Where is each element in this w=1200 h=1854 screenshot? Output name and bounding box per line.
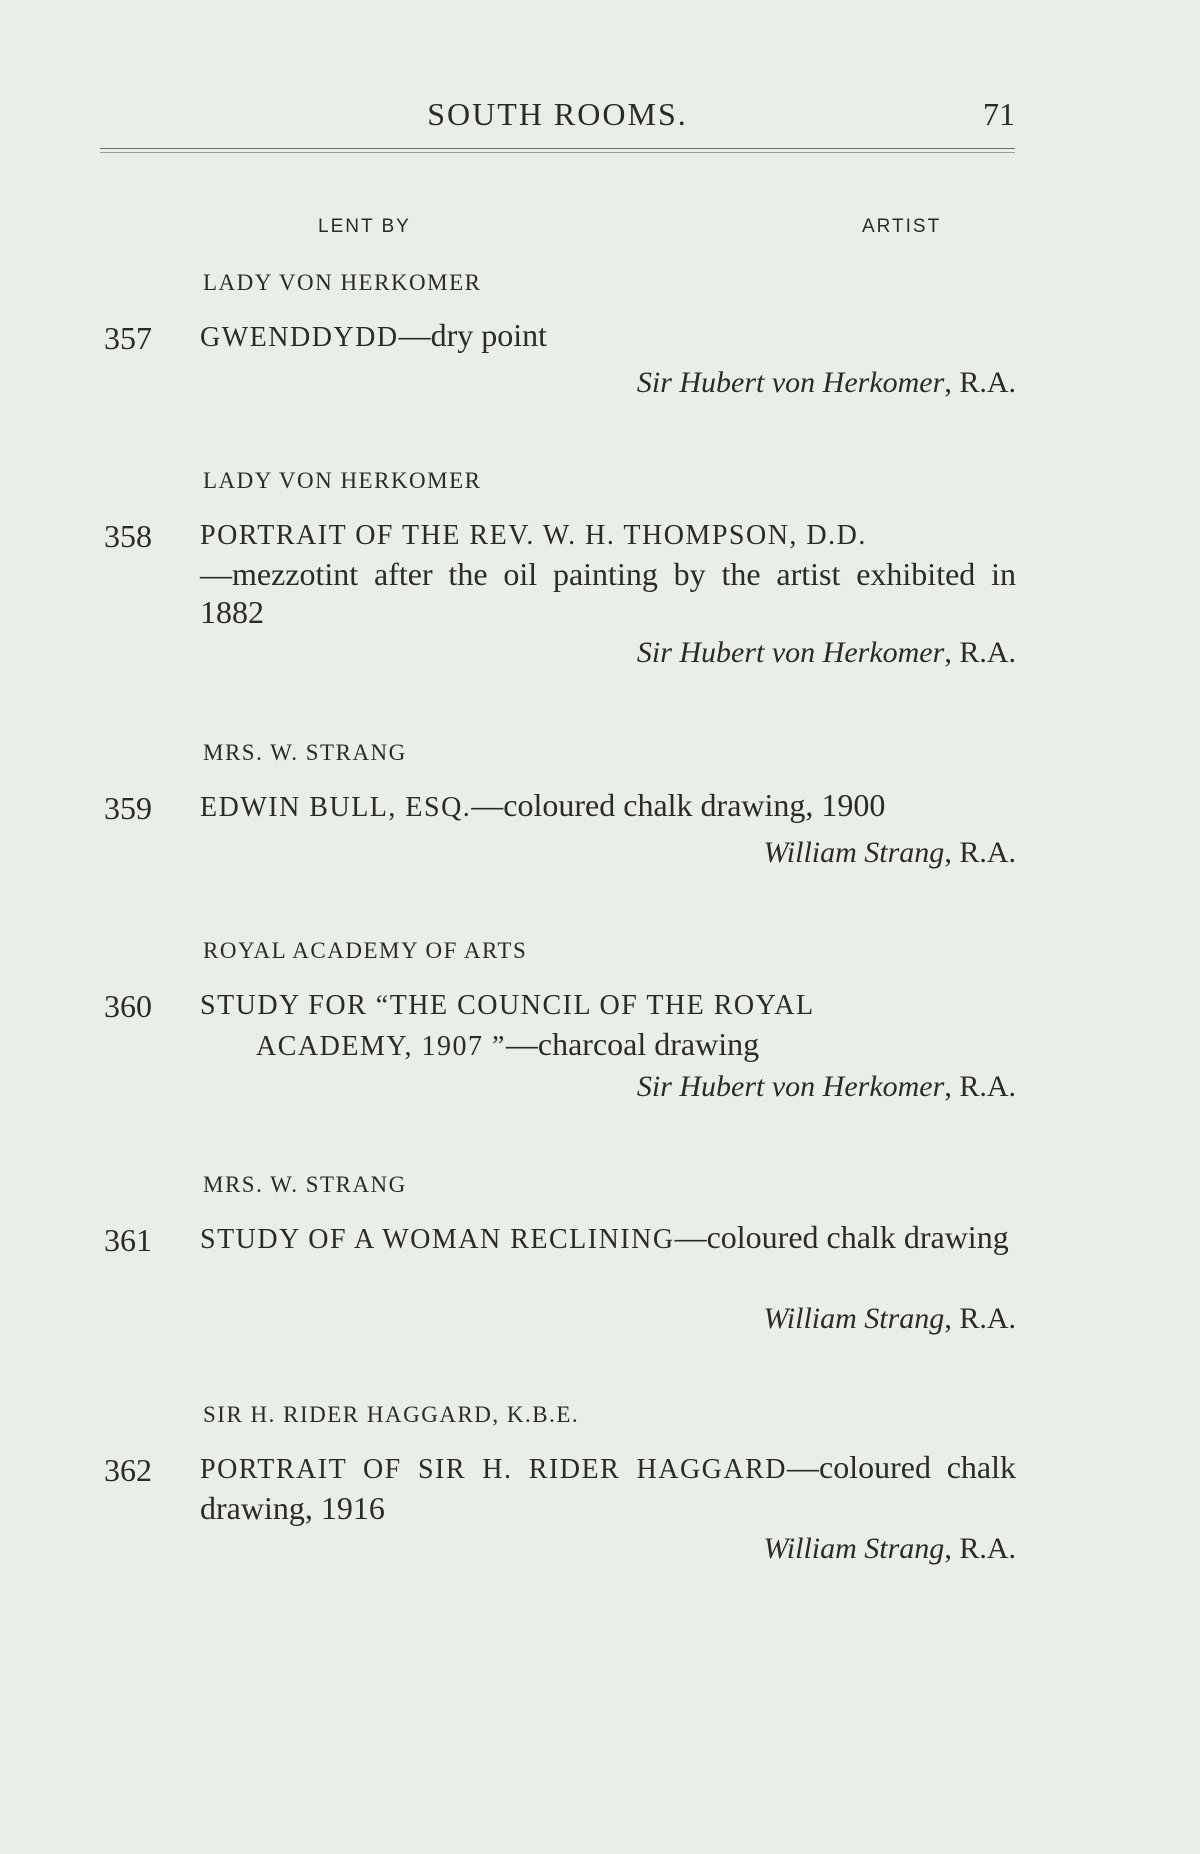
entry-description: [200, 514, 1016, 631]
lent-by-heading: LENT BY: [318, 216, 411, 237]
artist-name: Sir Hubert von Herkomer: [636, 636, 945, 669]
entry-number: 357: [104, 320, 152, 356]
entry-description: [200, 984, 1016, 1066]
artist-suffix: , R.A.: [944, 836, 1016, 869]
entry-artist: [763, 1532, 1016, 1566]
entry-description: [200, 1448, 1016, 1527]
lender: LADY VON HERKOMER: [203, 468, 482, 493]
entry-number: 360: [104, 988, 152, 1024]
entry-number: 361: [104, 1222, 152, 1258]
entry-medium: —charcoal drawing: [505, 1026, 760, 1062]
entry-artist: [763, 1302, 1016, 1336]
artist-name: William Strang: [763, 1532, 945, 1565]
entry-artist: [637, 366, 1016, 400]
lender: SIR H. RIDER HAGGARD, K.B.E.: [203, 1402, 580, 1427]
artist-name: William Strang: [763, 836, 945, 869]
artist-name: Sir Hubert von Herkomer: [636, 366, 945, 399]
artist-heading: ARTIST: [862, 216, 942, 237]
running-head: [100, 96, 1015, 136]
artist-suffix: , R.A.: [944, 1070, 1016, 1103]
entry-medium: —mezzotint after the oil painting by the artist exhibited in 1882: [200, 556, 1016, 630]
artist-suffix: , R.A.: [944, 1532, 1016, 1565]
lender: MRS. W. STRANG: [203, 1172, 407, 1197]
entry-description: [200, 786, 1016, 827]
artist-suffix: , R.A.: [944, 366, 1016, 399]
running-title: SOUTH ROOMS.: [427, 96, 688, 132]
entry-number: 358: [104, 518, 152, 554]
header-rule: [100, 148, 1015, 153]
entry-description: [200, 1218, 1016, 1259]
entry-title-continued: ACADEMY, 1907 ”: [256, 1031, 506, 1062]
entry-medium: —coloured chalk drawing, 1900: [471, 787, 886, 823]
entry-artist: [637, 1070, 1016, 1104]
entry-number: 359: [104, 790, 152, 826]
entry-number: 362: [104, 1452, 152, 1488]
lender: ROYAL ACADEMY OF ARTS: [203, 938, 528, 963]
page-number: 71: [983, 96, 1015, 132]
lender: LADY VON HERKOMER: [203, 270, 482, 295]
lender: MRS. W. STRANG: [203, 740, 407, 765]
entry-title: GWENDDYDD: [200, 322, 399, 353]
artist-suffix: , R.A.: [944, 636, 1016, 669]
entry-title: STUDY FOR “THE COUNCIL OF THE ROYAL: [200, 990, 815, 1021]
entry-title: STUDY OF A WOMAN RECLINING: [200, 1224, 675, 1255]
artist-name: Sir Hubert von Herkomer: [636, 1070, 945, 1103]
entry-title: EDWIN BULL, ESQ.: [200, 792, 472, 823]
entry-artist: [763, 836, 1016, 870]
entry-title: PORTRAIT OF THE REV. W. H. THOMPSON, D.D.: [200, 520, 867, 551]
entry-medium: —dry point: [398, 317, 548, 353]
artist-name: William Strang: [763, 1302, 945, 1335]
entry-medium: —coloured chalk drawing, 1916: [200, 1449, 1017, 1526]
entry-title: PORTRAIT OF SIR H. RIDER HAGGARD: [200, 1454, 788, 1485]
artist-suffix: , R.A.: [944, 1302, 1016, 1335]
entry-medium: —coloured chalk drawing: [674, 1219, 1009, 1255]
entry-artist: [637, 636, 1016, 670]
entry-description: [200, 316, 1016, 357]
